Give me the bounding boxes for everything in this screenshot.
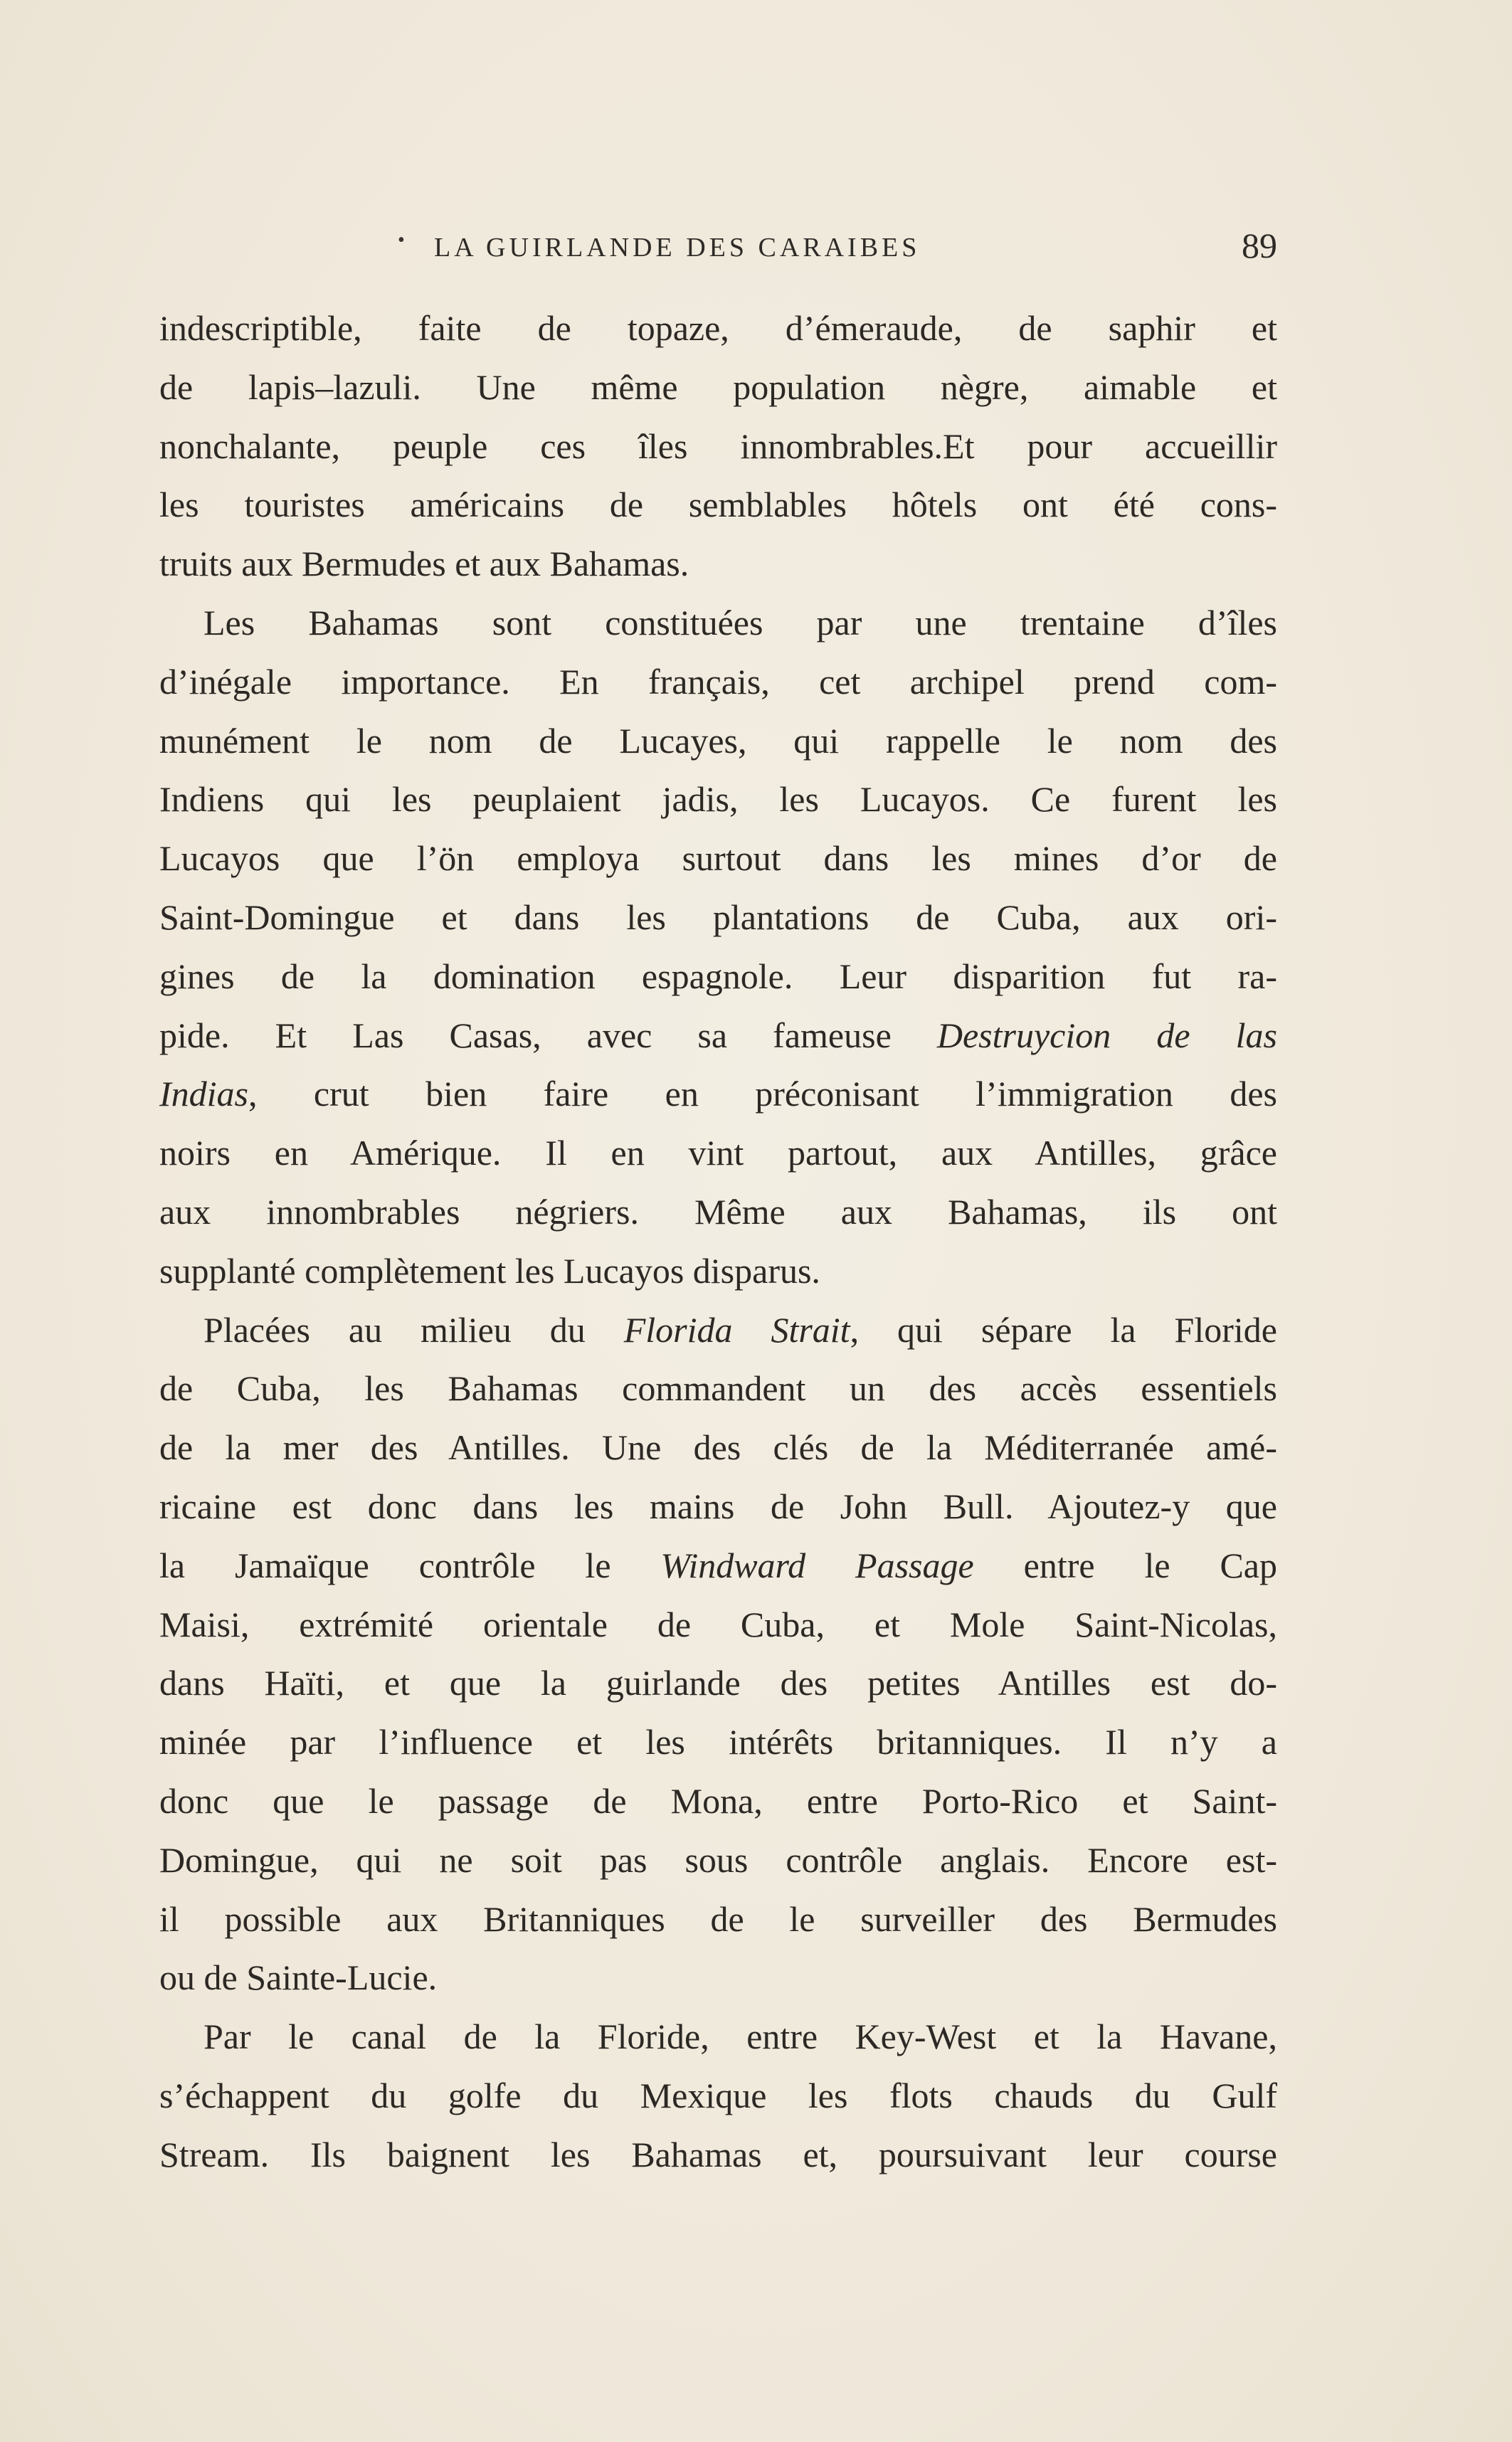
text-run: la Jamaïque contrôle le — [159, 1545, 661, 1585]
text-line: supplanté complètement les Lucayos disparus. — [159, 1250, 820, 1291]
text-line: Maisi, extrémité orientale de Cuba, et Mole Saint-Nicolas, — [159, 1604, 1277, 1644]
text-line: d’inégale importance. En français, cet archipel prend com- — [159, 661, 1277, 702]
page-number: 89 — [1242, 226, 1277, 265]
text-line: s’échappent du golfe du Mexique les flots chauds du Gulf — [159, 2075, 1277, 2115]
text-line: de lapis–lazuli. Une même population nègre, aimable et — [159, 366, 1277, 407]
text-line: munément le nom de Lucayes, qui rappelle le nom des — [159, 720, 1277, 761]
text-run: Placées au milieu du — [203, 1309, 624, 1350]
text-line: il possible aux Britanniques de le surveiller des Bermudes — [159, 1898, 1277, 1939]
text-line: nonchalante, peuple ces îles innombrables.Et pour accueillir — [159, 426, 1277, 466]
text-line: Lucayos que l’ön employa surtout dans les mines d’or de — [159, 838, 1277, 879]
running-title: LA GUIRLANDE DES CARAIBES — [434, 233, 921, 263]
italic-text: Indias — [159, 1074, 248, 1114]
text-line — [159, 1301, 1277, 1360]
printer-mark: • — [398, 229, 405, 251]
text-line: de Cuba, les Bahamas commandent un des accès essentiels — [159, 1368, 1277, 1409]
text-line: indescriptible, faite de topaze, d’émeraude, de saphir et — [159, 308, 1277, 348]
italic-text: Florida Strait — [623, 1309, 850, 1350]
text-line: noirs en Amérique. Il en vint partout, aux Antilles, grâce — [159, 1133, 1277, 1173]
text-run: , qui sépare la Floride — [850, 1309, 1277, 1350]
text-line — [159, 1064, 1277, 1124]
text-line: dans Haïti, et que la guirlande des petites Antilles est do- — [159, 1663, 1277, 1703]
text-line: truits aux Bermudes et aux Bahamas. — [159, 544, 689, 584]
text-line: donc que le passage de Mona, entre Porto-Rico et Saint- — [159, 1780, 1277, 1821]
text-line: Domingue, qui ne soit pas sous contrôle anglais. Encore est- — [159, 1839, 1277, 1880]
text-line: Indiens qui les peuplaient jadis, les Lucayos. Ce furent les — [159, 779, 1277, 820]
body-text — [159, 299, 1277, 2184]
text-run: entre le Cap — [973, 1545, 1277, 1585]
text-line: aux innombrables négriers. Même aux Bahamas, ils ont — [159, 1191, 1277, 1232]
text-line: minée par l’influence et les intérêts britanniques. Il n’y a — [159, 1722, 1277, 1762]
text-line: Saint-Domingue et dans les plantations de Cuba, aux ori- — [159, 897, 1277, 937]
text-line: ricaine est donc dans les mains de John Bull. Ajoutez-y que — [159, 1486, 1277, 1526]
text-line: ou de Sainte-Lucie. — [159, 1957, 438, 1998]
text-run: pide. Et Las Casas, avec sa fameuse — [159, 1015, 937, 1055]
italic-text: Destruycion de las — [936, 1015, 1277, 1055]
text-line: Stream. Ils baignent les Bahamas et, poursuivant leur course — [159, 2134, 1277, 2174]
text-line: de la mer des Antilles. Une des clés de la Méditerranée amé- — [159, 1427, 1277, 1468]
text-line — [159, 1536, 1277, 1595]
italic-text: Windward Passage — [660, 1545, 974, 1585]
text-run: , crut bien faire en préconisant l’immigration des — [248, 1074, 1277, 1114]
text-line: Par le canal de la Floride, entre Key-West et la Havane, — [203, 2016, 1277, 2057]
running-head — [159, 226, 1277, 276]
text-line: les touristes américains de semblables hôtels ont été cons- — [159, 485, 1277, 525]
text-line: gines de la domination espagnole. Leur disparition fut ra- — [159, 956, 1277, 996]
text-line: Les Bahamas sont constituées par une trentaine d’îles — [203, 602, 1277, 643]
text-line — [159, 1006, 1277, 1065]
